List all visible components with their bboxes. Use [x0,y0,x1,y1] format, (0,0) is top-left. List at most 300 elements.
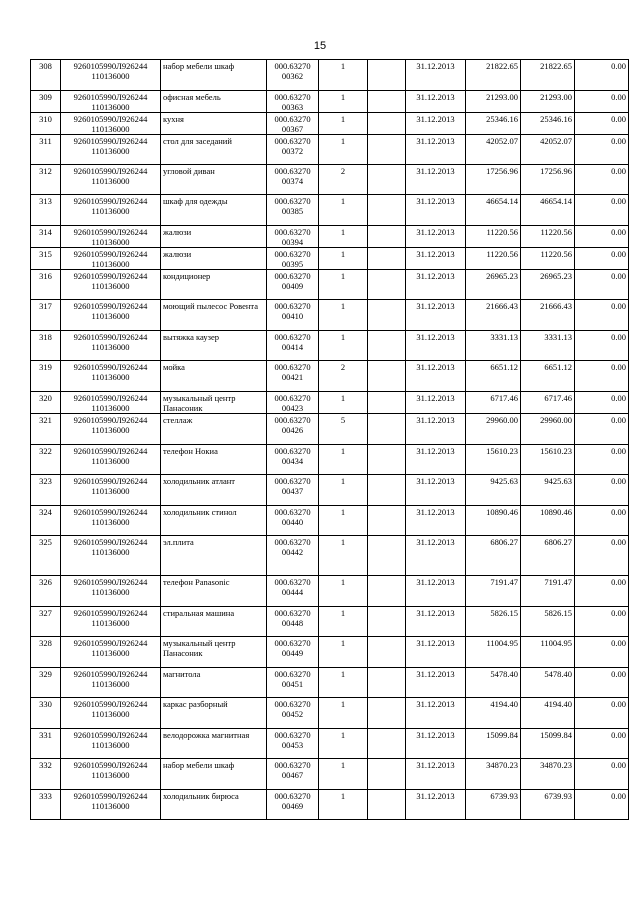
table-row [31,226,629,248]
inventory-number-cell [267,475,319,506]
residual-value-cell: 0.00 [575,331,629,361]
inventory-number-cell [267,270,319,300]
table-row [31,536,629,576]
account-code-line-2: 110136000 [91,71,130,81]
inventory-number-cell [267,607,319,637]
cost-cell: 21666.43 [466,300,521,331]
cost-cell: 29960.00 [466,414,521,445]
cost-cell: 15610.23 [466,445,521,475]
row-number-cell: 321 [31,414,61,445]
account-code-line-1: 9260105990Л926244 [73,249,148,259]
residual-value-cell: 0.00 [575,113,629,135]
cost-cell: 5478.40 [466,668,521,698]
quantity-cell: 1 [319,576,368,607]
cost-cell: 21293.00 [466,91,521,113]
date-cell: 31.12.2013 [406,576,466,607]
quantity-cell: 1 [319,475,368,506]
account-code-line-2: 110136000 [91,176,130,186]
inventory-number-line-1: 000.63270 [274,362,311,372]
cost-cell: 10890.46 [466,506,521,536]
date-cell: 31.12.2013 [406,668,466,698]
inventory-number-cell [267,668,319,698]
depreciation-cell: 5826.15 [521,607,575,637]
row-number-cell: 332 [31,759,61,790]
empty-cell [368,698,406,729]
depreciation-cell: 46654.14 [521,195,575,226]
quantity-cell: 1 [319,729,368,759]
account-code-line-2: 110136000 [91,648,130,658]
empty-cell [368,759,406,790]
inventory-number-line-2: 00437 [281,486,304,496]
residual-value-cell: 0.00 [575,576,629,607]
inventory-number-line-1: 000.63270 [274,393,311,403]
date-cell: 31.12.2013 [406,729,466,759]
quantity-cell: 1 [319,637,368,668]
empty-cell [368,270,406,300]
quantity-cell: 1 [319,113,368,135]
depreciation-cell: 11004.95 [521,637,575,668]
table-row [31,392,629,414]
item-name-cell: музыкальный центр Панасоник [161,637,267,668]
depreciation-cell: 17256.96 [521,165,575,195]
row-number-cell: 316 [31,270,61,300]
account-code-cell [61,668,161,698]
inventory-number-cell [267,729,319,759]
account-code-line-2: 110136000 [91,311,130,321]
residual-value-cell: 0.00 [575,790,629,820]
inventory-number-line-2: 00452 [281,709,304,719]
account-code-line-2: 110136000 [91,237,130,247]
residual-value-cell: 0.00 [575,698,629,729]
empty-cell [368,790,406,820]
date-cell: 31.12.2013 [406,414,466,445]
account-code-line-2: 110136000 [91,146,130,156]
account-code-cell [61,195,161,226]
residual-value-cell: 0.00 [575,165,629,195]
item-name-cell: шкаф для одежды [161,195,267,226]
empty-cell [368,576,406,607]
residual-value-cell: 0.00 [575,668,629,698]
table-row [31,113,629,135]
quantity-cell: 1 [319,759,368,790]
depreciation-cell: 15610.23 [521,445,575,475]
empty-cell [368,414,406,445]
depreciation-cell: 9425.63 [521,475,575,506]
quantity-cell: 2 [319,165,368,195]
table-row [31,698,629,729]
cost-cell: 17256.96 [466,165,521,195]
cost-cell: 3331.13 [466,331,521,361]
account-code-line-1: 9260105990Л926244 [73,730,148,740]
account-code-line-2: 110136000 [91,486,130,496]
page-number: 15 [313,40,327,52]
account-code-line-1: 9260105990Л926244 [73,507,148,517]
inventory-number-line-1: 000.63270 [274,760,311,770]
account-code-cell [61,300,161,331]
account-code-cell [61,113,161,135]
inventory-number-line-2: 00374 [281,176,304,186]
item-name-cell: стеллаж [161,414,267,445]
inventory-number-line-1: 000.63270 [274,196,311,206]
residual-value-cell: 0.00 [575,759,629,790]
account-code-cell [61,637,161,668]
account-code-cell [61,445,161,475]
inventory-number-line-2: 00367 [281,124,304,134]
quantity-cell: 1 [319,248,368,270]
inventory-number-line-2: 00409 [281,281,304,291]
row-number-cell: 319 [31,361,61,392]
quantity-cell: 1 [319,270,368,300]
inventory-number-line-1: 000.63270 [274,638,311,648]
date-cell: 31.12.2013 [406,698,466,729]
row-number-cell: 322 [31,445,61,475]
account-code-line-2: 110136000 [91,342,130,352]
cost-cell: 21822.65 [466,60,521,91]
inventory-number-cell [267,576,319,607]
account-code-line-1: 9260105990Л926244 [73,669,148,679]
account-code-line-2: 110136000 [91,281,130,291]
residual-value-cell: 0.00 [575,60,629,91]
account-code-cell [61,475,161,506]
inventory-number-cell [267,637,319,668]
depreciation-cell: 10890.46 [521,506,575,536]
depreciation-cell: 42052.07 [521,135,575,165]
residual-value-cell: 0.00 [575,607,629,637]
inventory-number-line-2: 00448 [281,618,304,628]
quantity-cell: 1 [319,506,368,536]
account-code-cell [61,392,161,414]
date-cell: 31.12.2013 [406,331,466,361]
row-number-cell: 309 [31,91,61,113]
quantity-cell: 5 [319,414,368,445]
account-code-line-1: 9260105990Л926244 [73,476,148,486]
account-code-line-1: 9260105990Л926244 [73,415,148,425]
depreciation-cell: 6806.27 [521,536,575,576]
account-code-line-1: 9260105990Л926244 [73,301,148,311]
account-code-line-2: 110136000 [91,740,130,750]
account-code-line-1: 9260105990Л926244 [73,577,148,587]
inventory-number-line-2: 00362 [281,71,304,81]
item-name-cell: холодильник бирюса [161,790,267,820]
account-code-cell [61,506,161,536]
item-name-cell: моющий пылесос Ровента [161,300,267,331]
table-row [31,759,629,790]
item-name-cell: эл.плита [161,536,267,576]
account-code-cell [61,91,161,113]
date-cell: 31.12.2013 [406,135,466,165]
depreciation-cell: 21293.00 [521,91,575,113]
quantity-cell: 1 [319,135,368,165]
cost-cell: 46654.14 [466,195,521,226]
residual-value-cell: 0.00 [575,226,629,248]
quantity-cell: 1 [319,668,368,698]
account-code-line-1: 9260105990Л926244 [73,271,148,281]
table-row [31,790,629,820]
inventory-number-line-2: 00385 [281,206,304,216]
inventory-number-line-1: 000.63270 [274,271,311,281]
empty-cell [368,536,406,576]
inventory-number-line-2: 00426 [281,425,304,435]
account-code-cell [61,607,161,637]
inventory-number-line-1: 000.63270 [274,446,311,456]
row-number-cell: 318 [31,331,61,361]
account-code-cell [61,536,161,576]
account-code-cell [61,248,161,270]
item-name-cell: телефон Нокиа [161,445,267,475]
residual-value-cell: 0.00 [575,414,629,445]
cost-cell: 42052.07 [466,135,521,165]
inventory-number-line-2: 00372 [281,146,304,156]
inventory-number-line-2: 00394 [281,237,304,247]
account-code-line-2: 110136000 [91,770,130,780]
account-code-line-1: 9260105990Л926244 [73,446,148,456]
item-name-cell: телефон Panasonic [161,576,267,607]
residual-value-cell: 0.00 [575,91,629,113]
account-code-cell [61,60,161,91]
inventory-number-line-2: 00414 [281,342,304,352]
residual-value-cell: 0.00 [575,475,629,506]
residual-value-cell: 0.00 [575,506,629,536]
account-code-line-1: 9260105990Л926244 [73,393,148,403]
inventory-number-line-1: 000.63270 [274,608,311,618]
account-code-cell [61,414,161,445]
depreciation-cell: 4194.40 [521,698,575,729]
item-name-cell: стол для заседаний [161,135,267,165]
row-number-cell: 317 [31,300,61,331]
item-name-cell: магнитола [161,668,267,698]
account-code-line-1: 9260105990Л926244 [73,114,148,124]
item-name-cell: музыкальный центр Панасоник [161,392,267,414]
account-code-cell [61,331,161,361]
cost-cell: 6806.27 [466,536,521,576]
table-row [31,248,629,270]
empty-cell [368,135,406,165]
table-row [31,270,629,300]
row-number-cell: 312 [31,165,61,195]
table-row [31,300,629,331]
cost-cell: 25346.16 [466,113,521,135]
cost-cell: 11220.56 [466,226,521,248]
table-row [31,414,629,445]
account-code-cell [61,135,161,165]
inventory-number-line-2: 00434 [281,456,304,466]
date-cell: 31.12.2013 [406,445,466,475]
inventory-number-line-1: 000.63270 [274,301,311,311]
table-row [31,135,629,165]
depreciation-cell: 7191.47 [521,576,575,607]
account-code-cell [61,361,161,392]
account-code-cell [61,759,161,790]
empty-cell [368,506,406,536]
cost-cell: 11220.56 [466,248,521,270]
account-code-line-2: 110136000 [91,547,130,557]
inventory-number-line-2: 00410 [281,311,304,321]
inventory-number-cell [267,790,319,820]
empty-cell [368,668,406,698]
row-number-cell: 330 [31,698,61,729]
empty-cell [368,729,406,759]
depreciation-cell: 11220.56 [521,226,575,248]
cost-cell: 9425.63 [466,475,521,506]
date-cell: 31.12.2013 [406,226,466,248]
inventory-number-cell [267,60,319,91]
inventory-number-line-1: 000.63270 [274,114,311,124]
item-name-cell: кондиционер [161,270,267,300]
account-code-line-2: 110136000 [91,709,130,719]
inventory-number-cell [267,300,319,331]
empty-cell [368,392,406,414]
row-number-cell: 311 [31,135,61,165]
account-code-line-1: 9260105990Л926244 [73,136,148,146]
inventory-number-cell [267,536,319,576]
inventory-number-line-2: 00467 [281,770,304,780]
empty-cell [368,361,406,392]
depreciation-cell: 15099.84 [521,729,575,759]
inventory-number-cell [267,113,319,135]
date-cell: 31.12.2013 [406,195,466,226]
table-row [31,195,629,226]
inventory-number-line-1: 000.63270 [274,166,311,176]
inventory-number-line-2: 00421 [281,372,304,382]
table-row [31,91,629,113]
inventory-number-cell [267,361,319,392]
item-name-cell: холодильник стинол [161,506,267,536]
row-number-cell: 314 [31,226,61,248]
inventory-number-line-1: 000.63270 [274,332,311,342]
item-name-cell: кухня [161,113,267,135]
date-cell: 31.12.2013 [406,475,466,506]
date-cell: 31.12.2013 [406,60,466,91]
quantity-cell: 1 [319,445,368,475]
table-row [31,637,629,668]
residual-value-cell: 0.00 [575,729,629,759]
account-code-line-1: 9260105990Л926244 [73,332,148,342]
residual-value-cell: 0.00 [575,392,629,414]
date-cell: 31.12.2013 [406,506,466,536]
empty-cell [368,226,406,248]
account-code-line-2: 110136000 [91,102,130,112]
inventory-number-line-1: 000.63270 [274,136,311,146]
empty-cell [368,248,406,270]
inventory-number-cell [267,506,319,536]
empty-cell [368,60,406,91]
account-code-line-1: 9260105990Л926244 [73,791,148,801]
table-row [31,668,629,698]
cost-cell: 4194.40 [466,698,521,729]
date-cell: 31.12.2013 [406,113,466,135]
inventory-number-cell [267,165,319,195]
date-cell: 31.12.2013 [406,759,466,790]
account-code-line-1: 9260105990Л926244 [73,699,148,709]
account-code-line-2: 110136000 [91,801,130,811]
date-cell: 31.12.2013 [406,536,466,576]
table-row [31,361,629,392]
row-number-cell: 327 [31,607,61,637]
depreciation-cell: 3331.13 [521,331,575,361]
cost-cell: 7191.47 [466,576,521,607]
row-number-cell: 310 [31,113,61,135]
quantity-cell: 1 [319,195,368,226]
inventory-number-cell [267,445,319,475]
empty-cell [368,113,406,135]
table-row [31,576,629,607]
quantity-cell: 1 [319,300,368,331]
table-row [31,506,629,536]
date-cell: 31.12.2013 [406,361,466,392]
account-code-line-1: 9260105990Л926244 [73,537,148,547]
item-name-cell: холодильник атлант [161,475,267,506]
account-code-line-1: 9260105990Л926244 [73,92,148,102]
inventory-number-line-1: 000.63270 [274,730,311,740]
depreciation-cell: 5478.40 [521,668,575,698]
date-cell: 31.12.2013 [406,637,466,668]
table-row [31,331,629,361]
empty-cell [368,91,406,113]
inventory-number-line-1: 000.63270 [274,415,311,425]
empty-cell [368,331,406,361]
empty-cell [368,637,406,668]
item-name-cell: офисная мебель [161,91,267,113]
item-name-cell: велодорожка магнитная [161,729,267,759]
date-cell: 31.12.2013 [406,270,466,300]
inventory-number-line-2: 00423 [281,403,304,413]
table-row [31,445,629,475]
item-name-cell: угловой диван [161,165,267,195]
date-cell: 31.12.2013 [406,300,466,331]
account-code-line-2: 110136000 [91,587,130,597]
residual-value-cell: 0.00 [575,248,629,270]
item-name-cell: жалюзи [161,248,267,270]
asset-table [30,59,629,820]
account-code-line-1: 9260105990Л926244 [73,196,148,206]
inventory-number-cell [267,91,319,113]
account-code-cell [61,729,161,759]
account-code-line-2: 110136000 [91,517,130,527]
quantity-cell: 1 [319,607,368,637]
row-number-cell: 315 [31,248,61,270]
quantity-cell: 1 [319,392,368,414]
inventory-number-cell [267,226,319,248]
residual-value-cell: 0.00 [575,135,629,165]
account-code-line-2: 110136000 [91,425,130,435]
depreciation-cell: 26965.23 [521,270,575,300]
item-name-cell: каркас разборный [161,698,267,729]
item-name-cell: стиральная машина [161,607,267,637]
residual-value-cell: 0.00 [575,445,629,475]
table-row [31,60,629,91]
inventory-number-line-1: 000.63270 [274,227,311,237]
row-number-cell: 331 [31,729,61,759]
cost-cell: 6739.93 [466,790,521,820]
item-name-cell: вытяжка каузер [161,331,267,361]
item-name-cell: мойка [161,361,267,392]
inventory-number-line-1: 000.63270 [274,507,311,517]
row-number-cell: 324 [31,506,61,536]
quantity-cell: 1 [319,536,368,576]
cost-cell: 26965.23 [466,270,521,300]
account-code-cell [61,698,161,729]
row-number-cell: 329 [31,668,61,698]
inventory-number-line-1: 000.63270 [274,577,311,587]
table-row [31,475,629,506]
inventory-number-cell [267,331,319,361]
depreciation-cell: 34870.23 [521,759,575,790]
depreciation-cell: 21822.65 [521,60,575,91]
cost-cell: 6717.46 [466,392,521,414]
account-code-cell [61,270,161,300]
depreciation-cell: 21666.43 [521,300,575,331]
inventory-number-line-1: 000.63270 [274,92,311,102]
